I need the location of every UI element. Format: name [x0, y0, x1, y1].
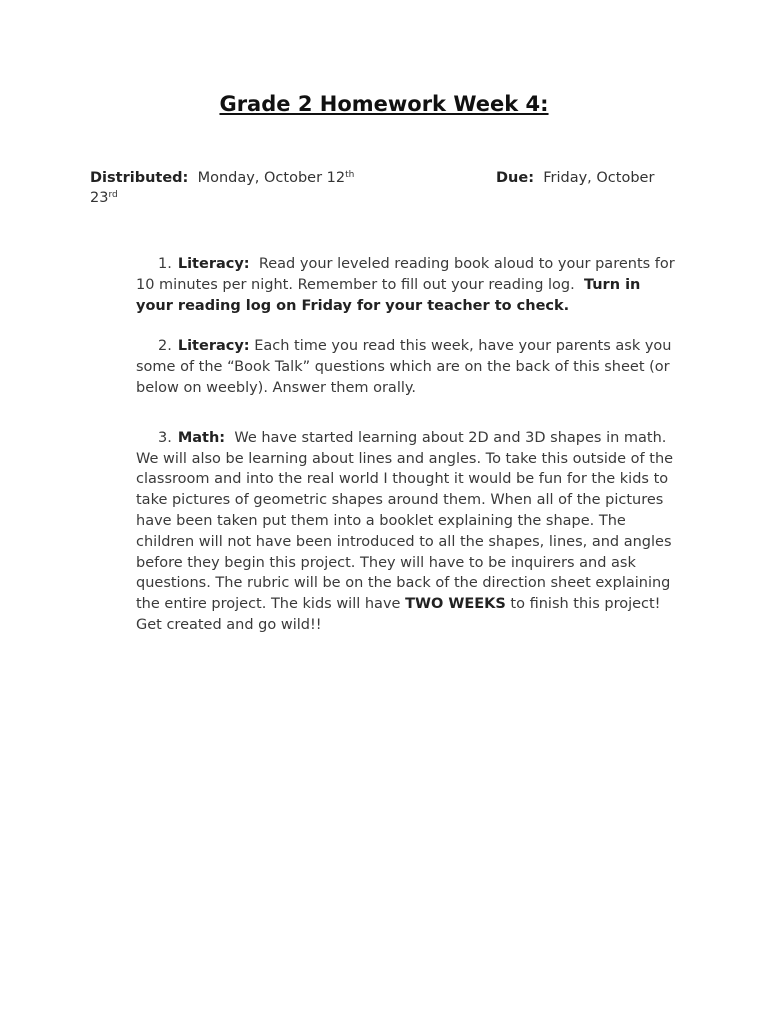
due-continuation	[90, 188, 680, 208]
due-value: Friday, October	[543, 170, 655, 186]
item-number: 3.	[158, 429, 172, 446]
dates-section	[90, 168, 680, 208]
item-text: Read your leveled reading book aloud to your parents for 10 minutes per night. Remember to fill out your reading log.	[136, 256, 675, 293]
item-text-after: to finish this project! Get created and go wild!!	[136, 596, 661, 633]
item-bold-text: Turn in your reading log on Friday for your teacher to check.	[136, 276, 641, 314]
page-title: Grade 2 Homework Week 4:	[219, 92, 549, 116]
due-label: Due:	[496, 170, 534, 186]
item-label: Math:	[177, 429, 226, 446]
due-day: 23	[90, 190, 109, 206]
due-line	[496, 168, 654, 188]
item-text: Each time you read this week, have your parents ask you some of the “Book Talk” questions which are on the back of this sheet (or below on weebly). Answer them orally.	[136, 338, 672, 396]
distributed-suffix: th	[345, 170, 355, 180]
item-label: Literacy:	[177, 256, 250, 272]
due-suffix: rd	[108, 190, 118, 200]
distributed-value: Monday, October 12	[197, 170, 346, 186]
item-text: We have started learning about 2D and 3D shapes in math. We will also be learning about lines and angles. To take this outside of the classroom and into the real world I thought it would be fun for the kids to take pictures of geometric shapes around them. When all of the pictures have been taken put them into a booklet explaining the shape. The children will not have been introduced to all the shapes, lines, and angles before they begin this project. They will have to be inquirers and ask questions. The rubric will be on the back of the direction sheet explaining the entire project. The kids will have	[136, 429, 674, 613]
list-item	[136, 254, 681, 316]
item-number: 1.	[158, 256, 172, 272]
distributed-label: Distributed:	[90, 170, 189, 186]
item-label: Literacy:	[177, 338, 250, 355]
item-bold-text: TWO WEEKS	[405, 596, 506, 613]
list-item	[136, 428, 681, 636]
list-item	[136, 336, 681, 398]
item-number: 2.	[158, 338, 172, 355]
homework-list	[136, 254, 681, 636]
